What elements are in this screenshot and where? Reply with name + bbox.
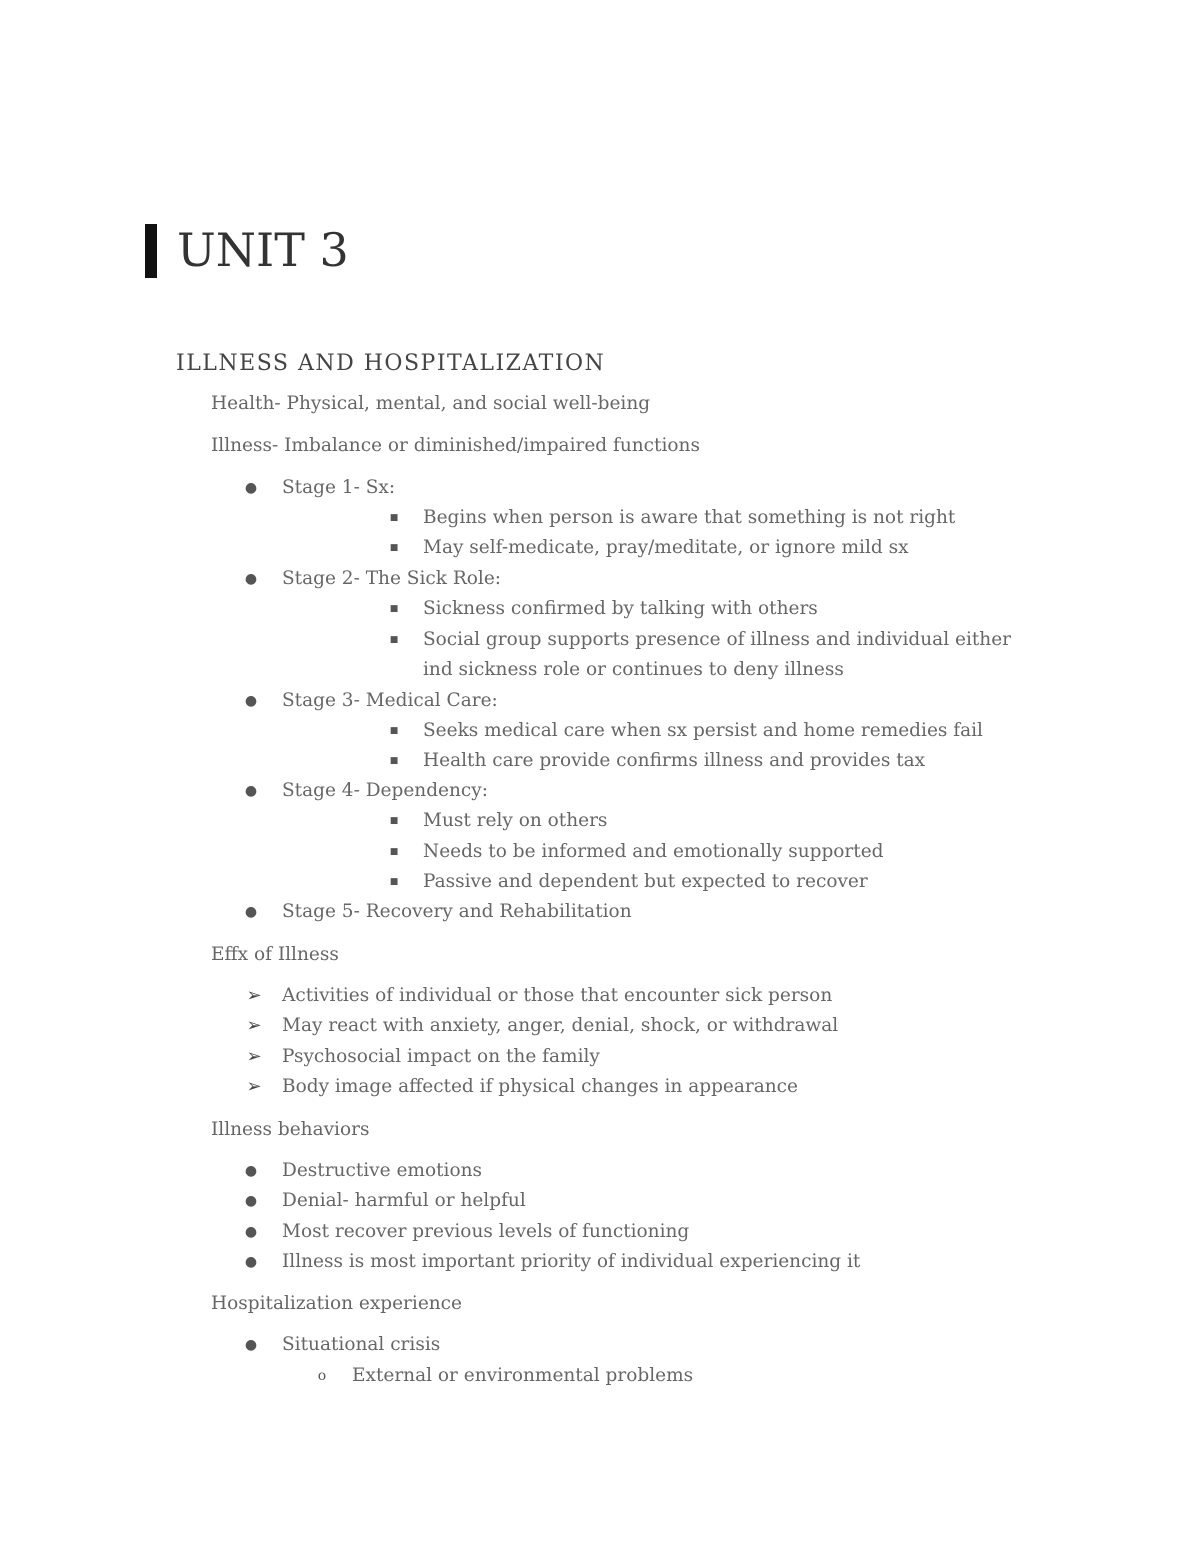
stage-label: Stage 2- The Sick Role: — [282, 568, 502, 589]
stage-point: Needs to be informed and emotionally supported — [423, 841, 884, 862]
health-definition: Health- Physical, mental, and social well-being — [211, 393, 651, 414]
arrow-bullet-icon: ➢ — [246, 1076, 262, 1097]
behaviors-item: Destructive emotions — [282, 1160, 482, 1181]
bullet-disc-icon: ● — [244, 1337, 258, 1353]
effects-item: May react with anxiety, anger, denial, shock, or withdrawal — [282, 1015, 839, 1036]
bullet-disc-icon: ● — [244, 904, 258, 920]
bullet-disc-icon: ● — [244, 480, 258, 496]
bullet-square-icon: ■ — [389, 877, 399, 887]
bullet-square-icon: ■ — [389, 635, 399, 645]
effects-heading: Effx of Illness — [211, 944, 339, 965]
stage-label: Stage 5- Recovery and Rehabilitation — [282, 901, 632, 922]
hospitalization-heading: Hospitalization experience — [211, 1293, 462, 1314]
bullet-square-icon: ■ — [389, 847, 399, 857]
stage-label: Stage 4- Dependency: — [282, 780, 488, 801]
bullet-square-icon: ■ — [389, 604, 399, 614]
stage-point-continuation: ind sickness role or continues to deny illness — [423, 659, 844, 680]
unit-title-text: UNIT 3 — [177, 223, 349, 277]
stage-point: May self-medicate, pray/meditate, or ignore mild sx — [423, 537, 909, 558]
title-accent-bar — [145, 224, 157, 278]
bullet-disc-icon: ● — [244, 571, 258, 587]
hospitalization-item: Situational crisis — [282, 1334, 441, 1355]
bullet-disc-icon: ● — [244, 1163, 258, 1179]
effects-item: Body image affected if physical changes in appearance — [282, 1076, 798, 1097]
arrow-bullet-icon: ➢ — [246, 985, 262, 1006]
illness-definition: Illness- Imbalance or diminished/impaired functions — [211, 435, 700, 456]
bullet-disc-icon: ● — [244, 1193, 258, 1209]
bullet-disc-icon: ● — [244, 693, 258, 709]
stage-point: Sickness confirmed by talking with others — [423, 598, 818, 619]
bullet-square-icon: ■ — [389, 513, 399, 523]
arrow-bullet-icon: ➢ — [246, 1046, 262, 1067]
behaviors-item: Denial- harmful or helpful — [282, 1190, 526, 1211]
bullet-square-icon: ■ — [389, 543, 399, 553]
bullet-disc-icon: ● — [244, 1254, 258, 1270]
effects-item: Psychosocial impact on the family — [282, 1046, 600, 1067]
stage-point: Seeks medical care when sx persist and home remedies fail — [423, 720, 983, 741]
arrow-bullet-icon: ➢ — [246, 1015, 262, 1036]
hospitalization-subitem: External or environmental problems — [352, 1365, 694, 1386]
behaviors-heading: Illness behaviors — [211, 1119, 370, 1140]
stage-label: Stage 1- Sx: — [282, 477, 396, 498]
behaviors-item: Most recover previous levels of functioning — [282, 1221, 690, 1242]
bullet-square-icon: ■ — [389, 816, 399, 826]
stage-point: Health care provide confirms illness and provides tax — [423, 750, 926, 771]
stage-point: Passive and dependent but expected to recover — [423, 871, 868, 892]
bullet-square-icon: ■ — [389, 726, 399, 736]
bullet-square-icon: ■ — [389, 756, 399, 766]
stage-point: Must rely on others — [423, 810, 608, 831]
stage-point: Begins when person is aware that something is not right — [423, 507, 956, 528]
section-heading: ILLNESS AND HOSPITALIZATION — [176, 351, 606, 376]
bullet-circle-icon: o — [317, 1368, 327, 1384]
behaviors-item: Illness is most important priority of individual experiencing it — [282, 1251, 861, 1272]
bullet-disc-icon: ● — [244, 1224, 258, 1240]
effects-item: Activities of individual or those that encounter sick person — [282, 985, 833, 1006]
bullet-disc-icon: ● — [244, 783, 258, 799]
stage-label: Stage 3- Medical Care: — [282, 690, 498, 711]
stage-point: Social group supports presence of illness and individual either — [423, 629, 1012, 650]
